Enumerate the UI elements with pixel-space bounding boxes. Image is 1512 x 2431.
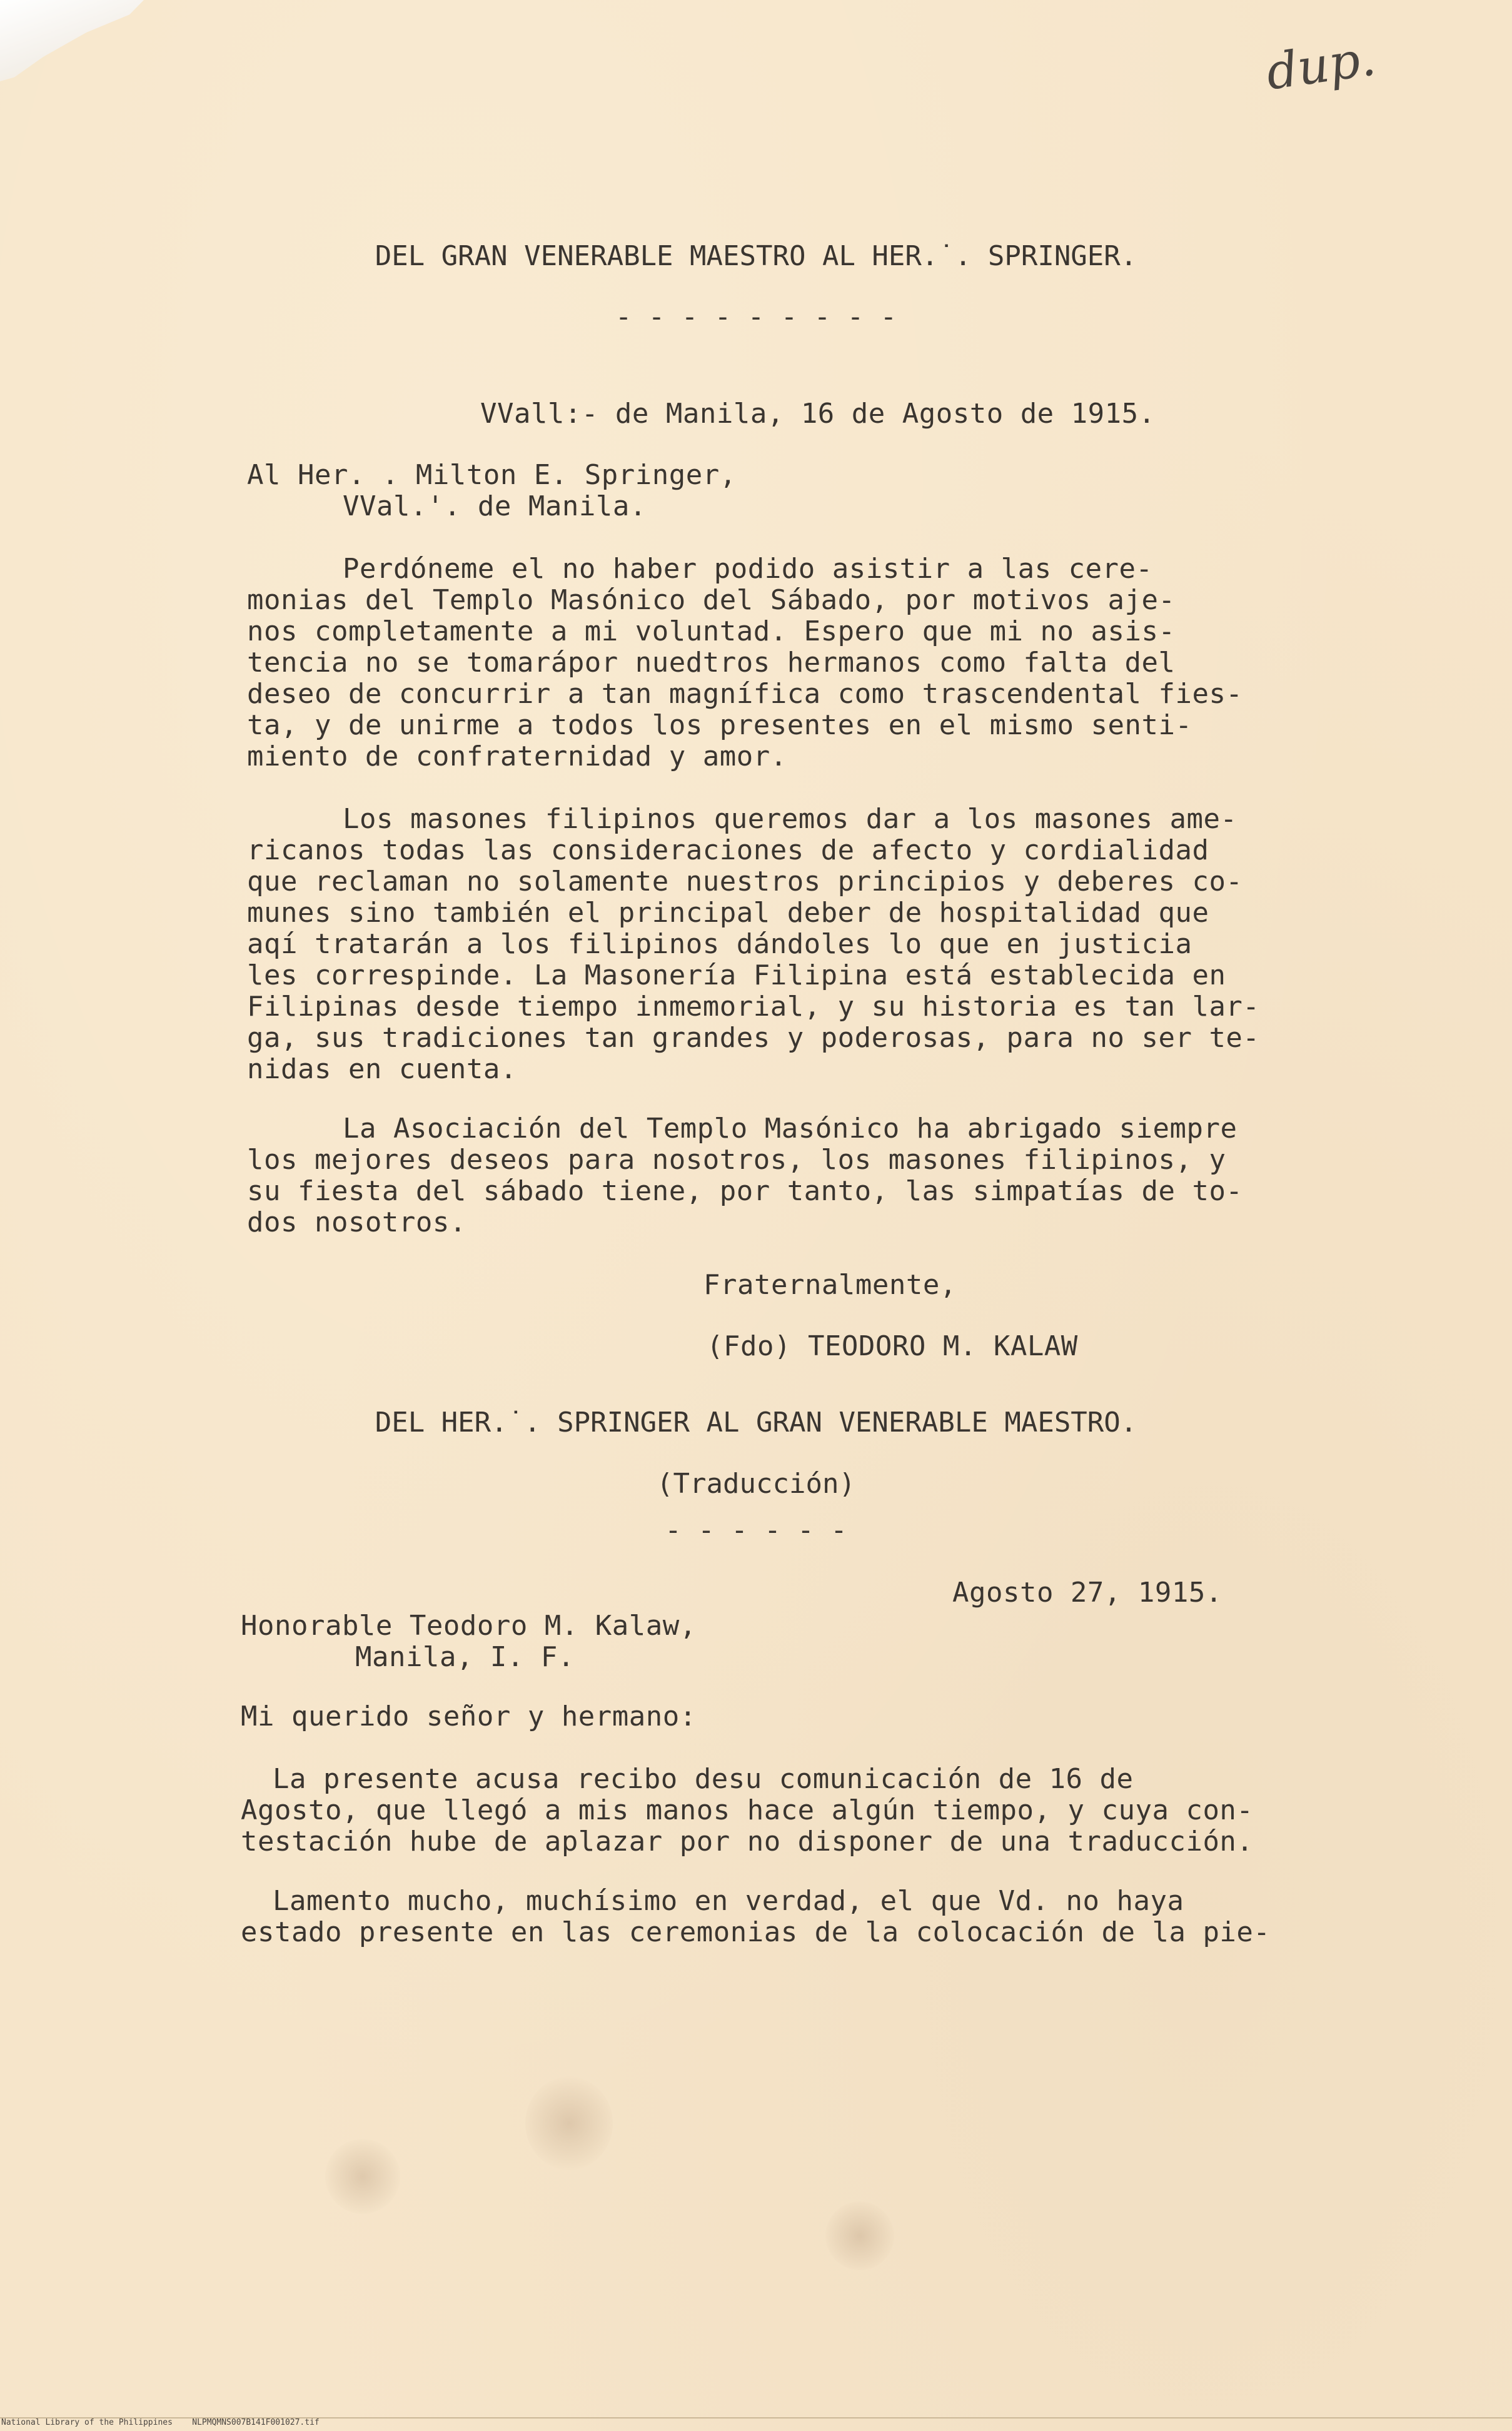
letter1-addressee-line: Al Her. . Milton E. Springer, bbox=[247, 459, 737, 491]
letter2-paragraph2-line: estado presente en las ceremonias de la colocación de la pie- bbox=[241, 1916, 1271, 1948]
letter2-addressee-line: Manila, I. F. bbox=[355, 1641, 575, 1673]
letter2-addressee-line: Honorable Teodoro M. Kalaw, bbox=[241, 1610, 697, 1642]
letter1-paragraph1-line: deseo de concurrir a tan magnífica como trascendental fies- bbox=[247, 678, 1243, 710]
letter1-addressee-line: VVal.'. de Manila. bbox=[343, 490, 647, 522]
paper-stain bbox=[325, 2139, 400, 2214]
letter1-paragraph2-line: ricanos todas las consideraciones de afecto y cordialidad bbox=[247, 834, 1209, 866]
letter1-paragraph1-line: nos completamente a mi voluntad. Espero que mi no asis- bbox=[247, 615, 1176, 647]
letter2-paragraph2-line: Lamento mucho, muchísimo en verdad, el que Vd. no haya bbox=[273, 1885, 1184, 1917]
letter1-paragraph1-line: Perdóneme el no haber podido asistir a las cere- bbox=[343, 553, 1153, 585]
handwritten-note: dup. bbox=[1263, 30, 1379, 101]
letter2-dateline: Agosto 27, 1915. bbox=[952, 1577, 1222, 1609]
letter1-paragraph2-line: ga, sus tradiciones tan grandes y poderosas, para no ser te- bbox=[247, 1022, 1260, 1054]
letter1-paragraph3-line: La Asociación del Templo Masónico ha abrigado siempre bbox=[343, 1113, 1237, 1145]
letter2-paragraph1-line: testación hube de aplazar por no disponer de una traducción. bbox=[241, 1826, 1254, 1857]
letter1-signature: (Fdo) TEODORO M. KALAW bbox=[707, 1330, 1078, 1362]
letter1-paragraph1-line: tencia no se tomarápor nuedtros hermanos como falta del bbox=[247, 647, 1176, 679]
letter1-paragraph2-line: nidas en cuenta. bbox=[247, 1053, 517, 1085]
paper-stain bbox=[525, 2076, 613, 2170]
letter1-paragraph2-line: Filipinas desde tiempo inmemorial, y su historia es tan lar- bbox=[247, 991, 1260, 1023]
letter1-paragraph1-line: miento de confraternidad y amor. bbox=[247, 740, 787, 772]
letter1-paragraph2-line: Los masones filipinos queremos dar a los masones ame- bbox=[343, 803, 1237, 835]
letter2-subheading: (Traducción) bbox=[657, 1468, 855, 1500]
letter1-paragraph1-line: ta, y de unirme a todos los presentes en el mismo senti- bbox=[247, 709, 1192, 741]
letter1-heading: DEL GRAN VENERABLE MAESTRO AL HER.˙. SPRINGER. bbox=[375, 240, 1137, 272]
letter1-closing: Fraternalmente, bbox=[703, 1269, 957, 1301]
letter1-dateline: VVall:- de Manila, 16 de Agosto de 1915. bbox=[480, 398, 1156, 430]
letter1-paragraph2-line: munes sino también el principal deber de hospitalidad que bbox=[247, 897, 1209, 929]
paper-stain bbox=[825, 2201, 894, 2270]
letter2-divider: - - - - - - bbox=[665, 1514, 847, 1546]
scan-footer bbox=[1, 2418, 320, 2427]
letter2-heading: DEL HER.˙. SPRINGER AL GRAN VENERABLE MAESTRO. bbox=[375, 1407, 1137, 1438]
letter2-salutation: Mi querido señor y hermano: bbox=[241, 1701, 697, 1732]
letter1-paragraph2-line: les correspinde. La Masonería Filipina está establecida en bbox=[247, 959, 1226, 991]
letter1-paragraph2-line: aqí tratarán a los filipinos dándoles lo que en justicia bbox=[247, 928, 1192, 960]
letter1-paragraph3-line: su fiesta del sábado tiene, por tanto, las simpatías de to- bbox=[247, 1175, 1243, 1207]
letter1-paragraph3-line: dos nosotros. bbox=[247, 1206, 466, 1238]
letter1-paragraph2-line: que reclaman no solamente nuestros principios y deberes co- bbox=[247, 866, 1243, 897]
footer-filename: NLPMQMNS007B141F001027.tif bbox=[192, 2418, 320, 2427]
letter2-paragraph1-line: La presente acusa recibo desu comunicación de 16 de bbox=[273, 1763, 1134, 1795]
footer-library: National Library of the Philippines bbox=[1, 2418, 173, 2427]
letter1-paragraph1-line: monias del Templo Masónico del Sábado, por motivos aje- bbox=[247, 584, 1176, 616]
letter1-paragraph3-line: los mejores deseos para nosotros, los masones filipinos, y bbox=[247, 1144, 1226, 1176]
letter2-paragraph1-line: Agosto, que llegó a mis manos hace algún tiempo, y cuya con- bbox=[241, 1794, 1254, 1826]
letter1-divider: - - - - - - - - - bbox=[615, 301, 897, 333]
